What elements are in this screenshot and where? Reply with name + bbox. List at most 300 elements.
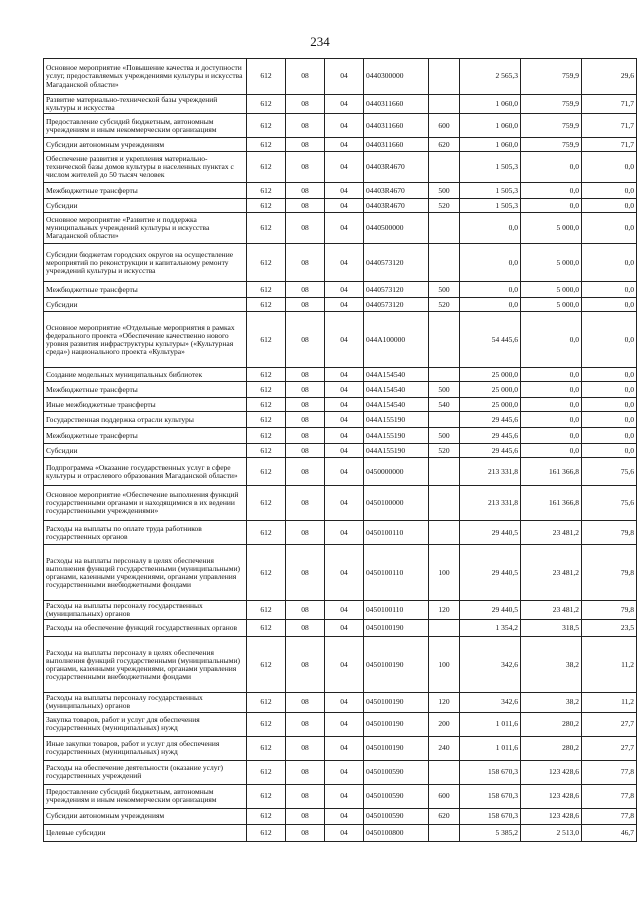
table-row [44, 213, 637, 244]
cell-percent: 79,8 [582, 521, 637, 545]
cell-section: 08 [286, 114, 325, 138]
cell-ministry: 612 [247, 138, 286, 152]
cell-name: Субсидии [44, 444, 247, 458]
cell-section: 08 [286, 620, 325, 637]
cell-executed: 280,2 [521, 712, 582, 736]
cell-executed: 0,0 [521, 199, 582, 213]
table-row [44, 458, 637, 486]
cell-name: Расходы на обеспечение функций государственных органов [44, 620, 247, 637]
cell-section: 08 [286, 808, 325, 824]
table-row [44, 620, 637, 637]
cell-subsection: 04 [325, 428, 364, 444]
cell-subsection: 04 [325, 637, 364, 693]
cell-expense-type [429, 152, 460, 183]
table-row [44, 312, 637, 368]
cell-executed: 23 481,2 [521, 601, 582, 620]
cell-plan: 29 440,5 [460, 521, 521, 545]
table-row [44, 183, 637, 199]
cell-name: Создание модельных муниципальных библиотек [44, 368, 247, 382]
cell-ministry: 612 [247, 824, 286, 841]
cell-ministry: 612 [247, 784, 286, 808]
cell-expense-type: 500 [429, 183, 460, 199]
cell-plan: 25 000,0 [460, 368, 521, 382]
cell-percent: 0,0 [582, 428, 637, 444]
cell-percent: 77,8 [582, 784, 637, 808]
budget-table-body [44, 59, 637, 842]
cell-ministry: 612 [247, 213, 286, 244]
cell-executed: 38,2 [521, 637, 582, 693]
cell-expense-type: 240 [429, 736, 460, 760]
table-row [44, 444, 637, 458]
cell-name: Подпрограмма «Оказание государственных услуг в сфере культуры и отраслевого образования Магаданской области» [44, 458, 247, 486]
cell-name: Расходы на выплаты по оплате труда работников государственных органов [44, 521, 247, 545]
cell-ministry: 612 [247, 398, 286, 412]
cell-executed: 161 366,8 [521, 458, 582, 486]
cell-section: 08 [286, 601, 325, 620]
cell-percent: 0,0 [582, 183, 637, 199]
cell-ministry: 612 [247, 545, 286, 601]
cell-target-article: 044A154540 [364, 368, 429, 382]
cell-expense-type: 540 [429, 398, 460, 412]
cell-percent: 0,0 [582, 244, 637, 282]
cell-plan: 158 670,3 [460, 784, 521, 808]
cell-subsection: 04 [325, 760, 364, 784]
cell-name: Иные межбюджетные трансферты [44, 398, 247, 412]
cell-ministry: 612 [247, 298, 286, 312]
cell-subsection: 04 [325, 95, 364, 114]
table-row [44, 244, 637, 282]
cell-target-article: 0440500000 [364, 213, 429, 244]
cell-name: Закупка товаров, работ и услуг для обеспечения государственных (муниципальных) нужд [44, 712, 247, 736]
cell-ministry: 612 [247, 382, 286, 398]
cell-executed: 23 481,2 [521, 545, 582, 601]
cell-ministry: 612 [247, 95, 286, 114]
cell-section: 08 [286, 368, 325, 382]
cell-subsection: 04 [325, 368, 364, 382]
cell-ministry: 612 [247, 412, 286, 428]
cell-percent: 0,0 [582, 412, 637, 428]
cell-executed: 0,0 [521, 152, 582, 183]
table-row [44, 784, 637, 808]
cell-ministry: 612 [247, 282, 286, 298]
cell-subsection: 04 [325, 458, 364, 486]
cell-expense-type: 500 [429, 382, 460, 398]
cell-subsection: 04 [325, 199, 364, 213]
cell-ministry: 612 [247, 620, 286, 637]
cell-executed: 280,2 [521, 736, 582, 760]
cell-section: 08 [286, 95, 325, 114]
cell-name: Предоставление субсидий бюджетным, автономным учреждениям и иным некоммерческим организациям [44, 114, 247, 138]
cell-ministry: 612 [247, 199, 286, 213]
cell-name: Иные закупки товаров, работ и услуг для обеспечения государственных (муниципальных) нужд [44, 736, 247, 760]
cell-plan: 29 445,6 [460, 412, 521, 428]
table-row [44, 95, 637, 114]
table-row [44, 382, 637, 398]
cell-ministry: 612 [247, 601, 286, 620]
cell-name: Целевые субсидии [44, 824, 247, 841]
cell-ministry: 612 [247, 736, 286, 760]
cell-ministry: 612 [247, 693, 286, 712]
cell-plan: 5 385,2 [460, 824, 521, 841]
cell-section: 08 [286, 545, 325, 601]
cell-section: 08 [286, 382, 325, 398]
table-row [44, 398, 637, 412]
cell-expense-type: 200 [429, 712, 460, 736]
cell-ministry: 612 [247, 458, 286, 486]
cell-subsection: 04 [325, 486, 364, 521]
cell-percent: 46,7 [582, 824, 637, 841]
table-row [44, 486, 637, 521]
cell-executed: 0,0 [521, 444, 582, 458]
page-number: 234 [310, 34, 330, 49]
cell-name: Развитие материально-технической базы учреждений культуры и искусства [44, 95, 247, 114]
cell-target-article: 0440573120 [364, 282, 429, 298]
cell-expense-type: 100 [429, 637, 460, 693]
table-row [44, 693, 637, 712]
table-row [44, 114, 637, 138]
cell-subsection: 04 [325, 824, 364, 841]
cell-ministry: 612 [247, 368, 286, 382]
cell-plan: 158 670,3 [460, 760, 521, 784]
cell-section: 08 [286, 428, 325, 444]
cell-expense-type: 100 [429, 545, 460, 601]
cell-target-article: 0440573120 [364, 298, 429, 312]
table-row [44, 808, 637, 824]
cell-expense-type: 600 [429, 784, 460, 808]
cell-expense-type [429, 824, 460, 841]
cell-subsection: 04 [325, 382, 364, 398]
cell-section: 08 [286, 693, 325, 712]
cell-executed: 0,0 [521, 368, 582, 382]
cell-name: Расходы на обеспечение деятельности (оказание услуг) государственных учреждений [44, 760, 247, 784]
cell-plan: 213 331,8 [460, 486, 521, 521]
cell-plan: 213 331,8 [460, 458, 521, 486]
cell-subsection: 04 [325, 545, 364, 601]
cell-target-article: 044A100000 [364, 312, 429, 368]
table-row [44, 282, 637, 298]
budget-table [43, 58, 637, 842]
cell-plan: 1 060,0 [460, 95, 521, 114]
cell-section: 08 [286, 138, 325, 152]
cell-expense-type [429, 760, 460, 784]
cell-section: 08 [286, 183, 325, 199]
cell-target-article: 04403R4670 [364, 152, 429, 183]
cell-target-article: 0450100590 [364, 784, 429, 808]
cell-ministry: 612 [247, 637, 286, 693]
cell-percent: 0,0 [582, 152, 637, 183]
cell-target-article: 0450100590 [364, 808, 429, 824]
cell-target-article: 0450100800 [364, 824, 429, 841]
cell-subsection: 04 [325, 213, 364, 244]
cell-target-article: 044A154540 [364, 382, 429, 398]
cell-percent: 75,6 [582, 458, 637, 486]
cell-target-article: 0450000000 [364, 458, 429, 486]
cell-executed: 5 000,0 [521, 298, 582, 312]
cell-section: 08 [286, 824, 325, 841]
cell-subsection: 04 [325, 244, 364, 282]
cell-ministry: 612 [247, 428, 286, 444]
cell-section: 08 [286, 736, 325, 760]
cell-expense-type: 620 [429, 808, 460, 824]
cell-expense-type [429, 312, 460, 368]
cell-executed: 23 481,2 [521, 521, 582, 545]
cell-percent: 0,0 [582, 298, 637, 312]
cell-name: Предоставление субсидий бюджетным, автономным учреждениям и иным некоммерческим организациям [44, 784, 247, 808]
cell-percent: 0,0 [582, 444, 637, 458]
cell-expense-type: 500 [429, 282, 460, 298]
cell-percent: 11,2 [582, 693, 637, 712]
cell-percent: 11,2 [582, 637, 637, 693]
cell-section: 08 [286, 152, 325, 183]
table-row [44, 152, 637, 183]
cell-target-article: 0450100000 [364, 486, 429, 521]
cell-section: 08 [286, 398, 325, 412]
cell-section: 08 [286, 760, 325, 784]
table-row [44, 298, 637, 312]
cell-expense-type [429, 368, 460, 382]
cell-section: 08 [286, 486, 325, 521]
cell-ministry: 612 [247, 59, 286, 95]
cell-name: Расходы на выплаты персоналу в целях обеспечения выполнения функций государственными (муниципальными) органами, казенными учреждениями, органами управления государственными внебюджетными фондами [44, 637, 247, 693]
cell-ministry: 612 [247, 244, 286, 282]
cell-executed: 2 513,0 [521, 824, 582, 841]
cell-name: Субсидии автономным учреждениям [44, 138, 247, 152]
cell-name: Субсидии [44, 199, 247, 213]
table-row [44, 521, 637, 545]
cell-target-article: 0450100190 [364, 736, 429, 760]
cell-plan: 29 445,6 [460, 444, 521, 458]
cell-name: Расходы на выплаты персоналу государственных (муниципальных) органов [44, 601, 247, 620]
cell-plan: 342,6 [460, 637, 521, 693]
cell-executed: 759,9 [521, 114, 582, 138]
cell-plan: 1 505,3 [460, 183, 521, 199]
cell-expense-type: 520 [429, 444, 460, 458]
cell-expense-type [429, 412, 460, 428]
cell-ministry: 612 [247, 183, 286, 199]
cell-target-article: 044A155190 [364, 428, 429, 444]
cell-plan: 25 000,0 [460, 382, 521, 398]
cell-expense-type [429, 458, 460, 486]
cell-percent: 0,0 [582, 213, 637, 244]
cell-name: Субсидии бюджетам городских округов на осуществление мероприятий по реконструкции и капитальному ремонту учреждений культуры и искусства [44, 244, 247, 282]
cell-executed: 5 000,0 [521, 244, 582, 282]
cell-section: 08 [286, 298, 325, 312]
cell-subsection: 04 [325, 398, 364, 412]
cell-percent: 71,7 [582, 114, 637, 138]
cell-executed: 759,9 [521, 95, 582, 114]
cell-executed: 161 366,8 [521, 486, 582, 521]
cell-section: 08 [286, 213, 325, 244]
cell-percent: 0,0 [582, 312, 637, 368]
cell-target-article: 0450100590 [364, 760, 429, 784]
cell-plan: 0,0 [460, 244, 521, 282]
cell-percent: 0,0 [582, 282, 637, 298]
cell-subsection: 04 [325, 693, 364, 712]
cell-ministry: 612 [247, 152, 286, 183]
cell-percent: 79,8 [582, 601, 637, 620]
cell-subsection: 04 [325, 138, 364, 152]
cell-target-article: 0440311660 [364, 114, 429, 138]
cell-executed: 0,0 [521, 428, 582, 444]
cell-percent: 77,8 [582, 760, 637, 784]
cell-plan: 1 011,6 [460, 736, 521, 760]
cell-ministry: 612 [247, 444, 286, 458]
cell-subsection: 04 [325, 412, 364, 428]
cell-subsection: 04 [325, 712, 364, 736]
cell-name: Межбюджетные трансферты [44, 428, 247, 444]
cell-subsection: 04 [325, 784, 364, 808]
cell-subsection: 04 [325, 444, 364, 458]
cell-executed: 123 428,6 [521, 760, 582, 784]
cell-plan: 1 011,6 [460, 712, 521, 736]
cell-expense-type: 120 [429, 601, 460, 620]
cell-section: 08 [286, 244, 325, 282]
cell-subsection: 04 [325, 152, 364, 183]
table-row [44, 637, 637, 693]
cell-subsection: 04 [325, 736, 364, 760]
cell-section: 08 [286, 458, 325, 486]
cell-target-article: 044A155190 [364, 412, 429, 428]
cell-plan: 29 445,6 [460, 428, 521, 444]
cell-name: Обеспечение развития и укрепления материально-технической базы домов культуры в населенных пунктах с числом жителей до 50 тысяч человек [44, 152, 247, 183]
cell-executed: 759,9 [521, 59, 582, 95]
cell-subsection: 04 [325, 282, 364, 298]
cell-expense-type [429, 59, 460, 95]
cell-target-article: 0450100110 [364, 521, 429, 545]
cell-plan: 29 440,5 [460, 545, 521, 601]
cell-executed: 38,2 [521, 693, 582, 712]
cell-executed: 0,0 [521, 398, 582, 412]
cell-name: Расходы на выплаты персоналу государственных (муниципальных) органов [44, 693, 247, 712]
cell-name: Государственная поддержка отрасли культуры [44, 412, 247, 428]
cell-section: 08 [286, 199, 325, 213]
cell-plan: 0,0 [460, 298, 521, 312]
cell-section: 08 [286, 521, 325, 545]
cell-target-article: 0440573120 [364, 244, 429, 282]
cell-expense-type [429, 244, 460, 282]
cell-expense-type: 500 [429, 428, 460, 444]
cell-target-article: 0440300000 [364, 59, 429, 95]
cell-expense-type [429, 521, 460, 545]
cell-subsection: 04 [325, 298, 364, 312]
cell-executed: 318,5 [521, 620, 582, 637]
table-row [44, 712, 637, 736]
cell-plan: 54 445,6 [460, 312, 521, 368]
cell-ministry: 612 [247, 114, 286, 138]
cell-percent: 71,7 [582, 95, 637, 114]
cell-executed: 0,0 [521, 312, 582, 368]
cell-section: 08 [286, 312, 325, 368]
cell-executed: 123 428,6 [521, 784, 582, 808]
cell-expense-type [429, 620, 460, 637]
cell-ministry: 612 [247, 808, 286, 824]
cell-target-article: 0450100190 [364, 637, 429, 693]
cell-section: 08 [286, 444, 325, 458]
cell-ministry: 612 [247, 712, 286, 736]
cell-plan: 1 505,3 [460, 199, 521, 213]
cell-percent: 0,0 [582, 398, 637, 412]
cell-plan: 1 060,0 [460, 138, 521, 152]
cell-percent: 71,7 [582, 138, 637, 152]
cell-expense-type [429, 486, 460, 521]
cell-executed: 123 428,6 [521, 808, 582, 824]
cell-expense-type: 600 [429, 114, 460, 138]
cell-subsection: 04 [325, 114, 364, 138]
cell-target-article: 044A154540 [364, 398, 429, 412]
cell-percent: 23,5 [582, 620, 637, 637]
cell-name: Основное мероприятие «Обеспечение выполнения функций государственными органами и находящимися в их ведении государственными учреждениями» [44, 486, 247, 521]
cell-percent: 27,7 [582, 712, 637, 736]
cell-target-article: 0450100190 [364, 620, 429, 637]
cell-subsection: 04 [325, 521, 364, 545]
cell-ministry: 612 [247, 486, 286, 521]
cell-subsection: 04 [325, 312, 364, 368]
cell-plan: 1 354,2 [460, 620, 521, 637]
table-row [44, 368, 637, 382]
cell-ministry: 612 [247, 521, 286, 545]
cell-expense-type [429, 213, 460, 244]
cell-name: Субсидии [44, 298, 247, 312]
cell-percent: 0,0 [582, 382, 637, 398]
table-row [44, 601, 637, 620]
cell-section: 08 [286, 784, 325, 808]
cell-name: Расходы на выплаты персоналу в целях обеспечения выполнения функций государственными (муниципальными) органами, казенными учреждениями, органами управления государственными внебюджетными фондами [44, 545, 247, 601]
cell-expense-type [429, 95, 460, 114]
cell-name: Межбюджетные трансферты [44, 282, 247, 298]
cell-target-article: 0450100110 [364, 601, 429, 620]
table-row [44, 824, 637, 841]
cell-name: Субсидии автономным учреждениям [44, 808, 247, 824]
cell-subsection: 04 [325, 183, 364, 199]
cell-name: Межбюджетные трансферты [44, 183, 247, 199]
cell-subsection: 04 [325, 601, 364, 620]
cell-section: 08 [286, 412, 325, 428]
cell-plan: 0,0 [460, 282, 521, 298]
cell-section: 08 [286, 712, 325, 736]
cell-target-article: 04403R4670 [364, 199, 429, 213]
cell-percent: 77,8 [582, 808, 637, 824]
cell-executed: 0,0 [521, 382, 582, 398]
cell-section: 08 [286, 637, 325, 693]
cell-executed: 5 000,0 [521, 213, 582, 244]
table-row [44, 760, 637, 784]
table-row [44, 199, 637, 213]
cell-expense-type: 520 [429, 298, 460, 312]
cell-plan: 158 670,3 [460, 808, 521, 824]
table-row [44, 428, 637, 444]
cell-section: 08 [286, 59, 325, 95]
cell-target-article: 0440311660 [364, 138, 429, 152]
cell-name: Основное мероприятие «Повышение качества и доступности услуг, предоставляемых учреждениями культуры и искусства Магаданской области» [44, 59, 247, 95]
cell-name: Основное мероприятие «Развитие и поддержка муниципальных учреждений культуры и искусства Магаданской области» [44, 213, 247, 244]
cell-name: Основное мероприятие «Отдельные мероприятия в рамках федерального проекта «Обеспечение качественно нового уровня развития инфраструктуры культуры» («Культурная среда») национального проекта «Культура» [44, 312, 247, 368]
cell-target-article: 044A155190 [364, 444, 429, 458]
cell-plan: 25 000,0 [460, 398, 521, 412]
cell-target-article: 0450100110 [364, 545, 429, 601]
cell-executed: 759,9 [521, 138, 582, 152]
cell-plan: 1 060,0 [460, 114, 521, 138]
cell-name: Межбюджетные трансферты [44, 382, 247, 398]
table-row [44, 59, 637, 95]
cell-percent: 75,6 [582, 486, 637, 521]
cell-ministry: 612 [247, 312, 286, 368]
cell-expense-type: 620 [429, 138, 460, 152]
table-row [44, 545, 637, 601]
cell-subsection: 04 [325, 620, 364, 637]
cell-expense-type: 520 [429, 199, 460, 213]
cell-target-article: 0450100190 [364, 693, 429, 712]
cell-percent: 29,6 [582, 59, 637, 95]
